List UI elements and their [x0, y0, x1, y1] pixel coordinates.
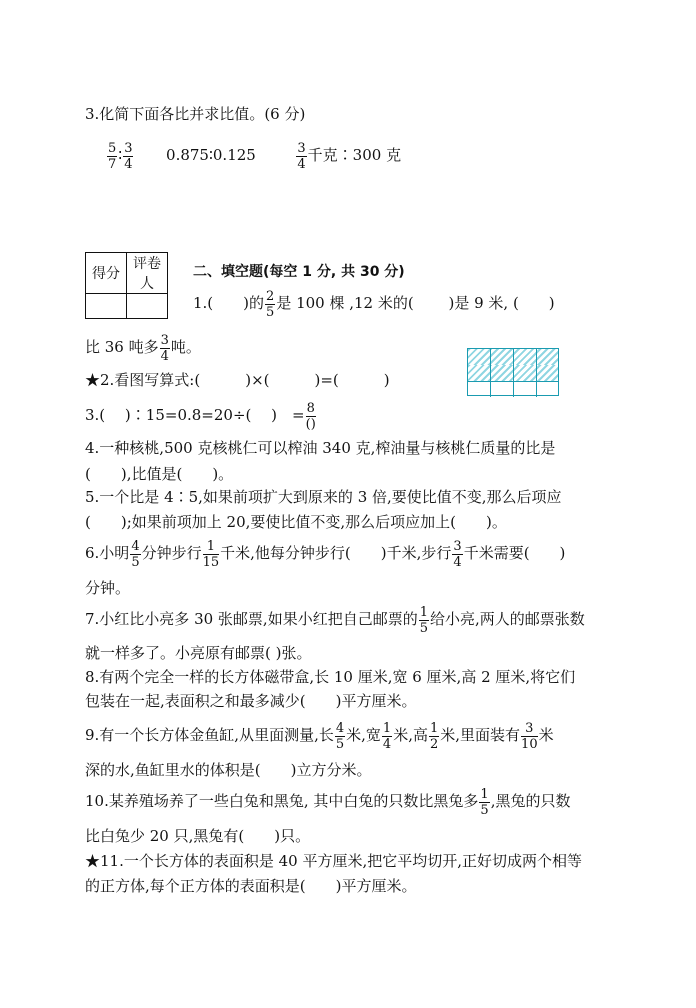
grader-cell[interactable]	[127, 294, 168, 319]
q8-line1: 8.有两个完全一样的长方体磁带盒,长 10 厘米,宽 6 厘米,高 2 厘米,将它们	[85, 668, 576, 686]
score-header: 得分	[86, 253, 127, 294]
q2-line: ★2.看图写算式:( )×( )=( )	[85, 371, 390, 389]
section-title: 二、填空题(每空 1 分, 共 30 分)	[193, 264, 405, 280]
q3b-line: 3.( )∶15=0.8=20÷( ) = 8 ()	[85, 400, 316, 432]
q6-line1: 6.小明 $\frac{4}{5}$ 分钟步行 $\frac{1}{15}$ 千米,他每分钟步行( )千米,步行 $\frac{3}{4}$ 千米需要( )	[85, 538, 566, 570]
q1-line2: 比 36 吨多 $\frac{3}{4}$ 吨。	[85, 332, 201, 364]
fraction: $\frac{3}{4}$	[297, 140, 306, 172]
fraction: $\frac{3}{4}$	[160, 332, 169, 364]
fraction: $\frac{1}{2}$	[429, 720, 439, 752]
q8-line2: 包装在一起,表面积之和最多减少( )平方厘米。	[85, 692, 417, 710]
fraction: $\frac{1}{5}$	[419, 604, 428, 636]
q10-line1: 10.某养殖场养了一些白兔和黑兔, 其中白兔的只数比黑兔多 $\frac{1}{5}$ ,黑兔的只数	[85, 786, 571, 818]
q6-line2: 分钟。	[85, 579, 131, 597]
q7-line2: 就一样多了。小亮原有邮票( )张。	[85, 644, 312, 662]
fraction: $\frac{3}{4}$	[124, 140, 133, 172]
q9-line2: 深的水,鱼缸里水的体积是( )立方分米。	[85, 761, 372, 779]
q7-line1: 7.小红比小亮多 30 张邮票,如果小红把自己邮票的 $\frac{1}{5}$ 给小亮,两人的邮票张数	[85, 604, 585, 636]
q5-line1: 5.一个比是 4∶5,如果前项扩大到原来的 3 倍,要使比值不变,那么后项应	[85, 488, 562, 506]
score-cell[interactable]	[86, 294, 127, 319]
grader-header: 评卷人	[127, 253, 168, 294]
q3-items: $\frac{5}{7}$ ∶ $\frac{3}{4}$ 0.875∶0.125 $\frac{3}{4}$ 千克∶300 克	[108, 140, 402, 172]
q3-title: 3.化简下面各比并求比值。(6 分)	[85, 105, 306, 123]
fraction: $\frac{4}{5}$	[335, 720, 345, 752]
q11-line1: ★11.一个长方体的表面积是 40 平方厘米,把它平均切开,正好切成两个相等	[85, 852, 583, 870]
q4-line1: 4.一种核桃,500 克核桃仁可以榨油 340 克,榨油量与核桃仁质量的比是	[85, 439, 556, 457]
q9-line1: 9.有一个长方体金鱼缸,从里面测量,长 $\frac{4}{5}$ 米,宽 $\frac{1}{4}$ 米,高 $\frac{1}{2}$ 米,里面装有 $\frac{3}{10}$ 米	[85, 720, 554, 752]
fraction: $\frac{1}{15}$	[202, 538, 220, 570]
fraction: $\frac{3}{10}$	[521, 720, 538, 752]
fraction: $\frac{2}{5}$	[266, 288, 275, 320]
fraction: $\frac{5}{7}$	[108, 140, 117, 172]
fraction: $\frac{1}{5}$	[480, 786, 489, 818]
ratio-2: 0.875∶0.125	[166, 146, 256, 164]
q5-line2: ( );如果前项加上 20,要使比值不变,那么后项应加上( )。	[85, 513, 507, 531]
q1-line1: 1.( )的 $\frac{2}{5}$ 是 100 棵 ,12 米的( )是 9 米, ( )	[193, 288, 555, 320]
fraction: $\frac{3}{4}$	[453, 538, 462, 570]
q11-line2: 的正方体,每个正方体的表面积是( )平方厘米。	[85, 877, 417, 895]
q4-line2: ( ),比值是( )。	[85, 465, 234, 483]
fraction: 8 ()	[305, 400, 316, 432]
fraction-grid-diagram	[467, 348, 559, 396]
score-table	[85, 252, 168, 319]
q10-line2: 比白兔少 20 只,黑兔有( )只。	[85, 827, 311, 845]
fraction: $\frac{4}{5}$	[131, 538, 140, 570]
fraction: $\frac{1}{4}$	[382, 720, 392, 752]
